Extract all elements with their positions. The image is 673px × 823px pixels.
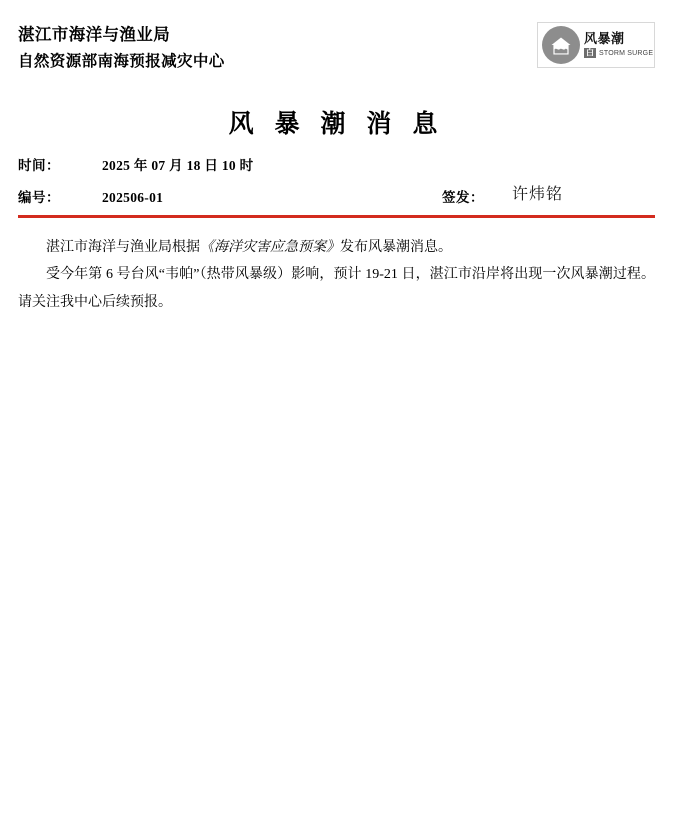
para1-plan-reference: 《海洋灾害应急预案》 [200,240,340,255]
page-title: 风 暴 潮 消 息 [228,110,445,138]
document-header [18,0,655,94]
org-line-1: 湛江市海洋与渔业局 [18,26,171,44]
signer-label: 签发： [442,190,484,205]
logo-en-row [584,48,653,58]
signer-name: 许炜铭 [512,186,564,203]
storm-surge-logo [537,22,655,68]
logo-level-badge: 白 [586,48,594,57]
document-body [18,234,655,316]
number-value: 202506-01 [102,190,164,205]
header-divider [18,215,655,218]
time-value: 2025 年 07 月 18 日 10 时 [102,158,254,173]
body-paragraph-1 [18,234,655,261]
logo-cn-label: 风暴潮 [584,31,625,46]
house-wave-logo-icon [542,26,580,64]
body-paragraph-2: 受今年第 6 号台风“韦帕”（热带风暴级）影响，预计 19-21 日，湛江市沿岸将出现一次风暴潮过程。请关注我中心后续预报。 [18,267,655,310]
number-label: 编号： [18,190,60,205]
logo-text-block [584,32,653,58]
time-label: 时间： [18,158,60,173]
meta-row-number [18,182,655,206]
para1-post: 发布风暴潮消息。 [340,240,452,255]
meta-row-time [18,150,655,174]
org-line-2: 自然资源部南海预报减灾中心 [18,52,225,70]
para1-pre: 湛江市海洋与渔业局根据 [46,240,200,255]
logo-en-label: STORM SURGE [599,49,654,57]
document-meta [18,150,655,206]
